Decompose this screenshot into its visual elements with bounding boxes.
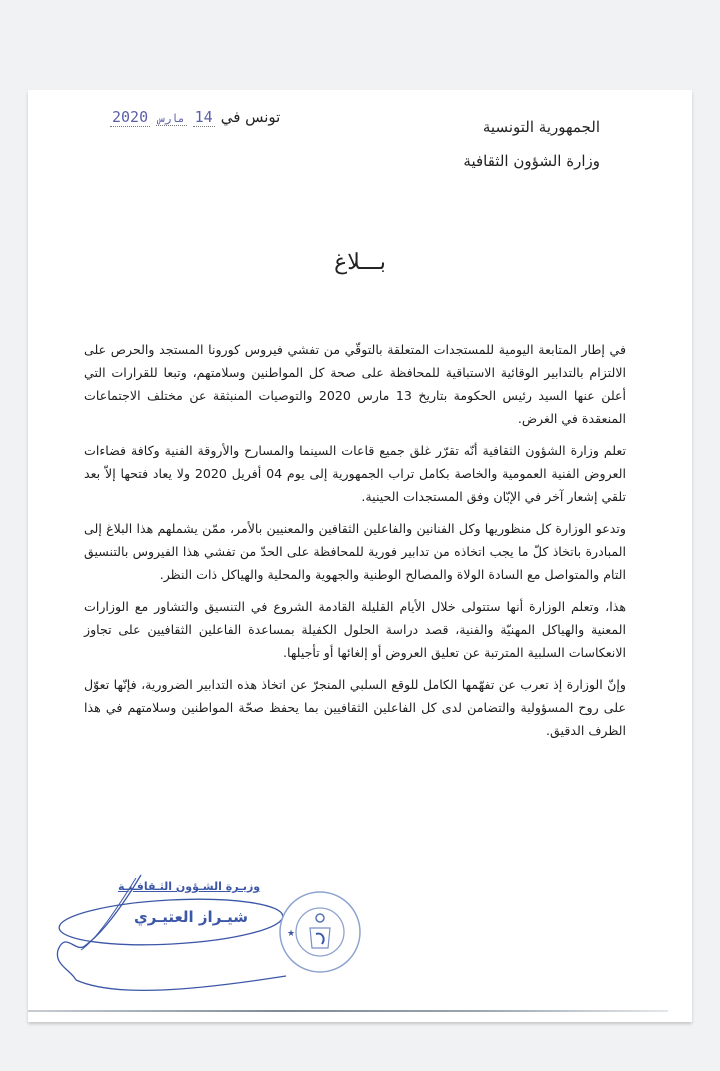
paragraph: وإنّ الوزارة إذ تعرب عن تفهّمها الكامل للوقع السلبي المنجرّ عن اتخاذ هذه التدابير الضرورية، فإنّها تعوّل على روح المسؤولية والتضامن لدى كل الفاعلين الثقافيين بما يحفظ صحّة المواطنين وسلامتهم في هذا الظرف الدقيق. (84, 677, 626, 738)
date-month: مارس (158, 112, 185, 125)
ministry-name: وزارة الشؤون الثقافية (463, 152, 600, 170)
page-bottom-rule (28, 1010, 668, 1012)
signatory-title: وزيـرة الشـؤون الثـقافـيـة (118, 880, 261, 893)
official-seal-icon (278, 890, 362, 974)
document-body (84, 338, 626, 751)
republic-name: الجمهورية التونسية (482, 118, 600, 136)
signatory-name: شيـراز العتيـري (134, 908, 249, 926)
place-label: تونس في (220, 108, 281, 126)
paragraph: تعلم وزارة الشؤون الثقافية أنّه تقرّر غلق جميع قاعات السينما والمسارح والأروقة الفنية وكافة فضاءات العروض الفنية العمومية والخاصة بكامل تراب الجمهورية إلى يوم 04 أفريل 2020 ولا يعاد فتحها إلاّ بعد تلقي إشعار آخر في الإبّان وفق المستجدات الحينية. (84, 443, 626, 504)
date-year: 2020 (112, 108, 149, 126)
svg-text:★: ★ (287, 929, 296, 939)
paragraph: هذا، وتعلم الوزارة أنها ستتولى خلال الأيام القليلة القادمة الشروع في التنسيق والتشاور مع الوزارات المعنية والهياكل المهنيّة والفنية، قصد دراسة الحلول الكفيلة بمساعدة الفاعلين الثقافيين على تجاوز الانعكاسات السلبية المترتبة عن تعليق العروض أو إلغائها أو تأجيلها. (84, 599, 626, 660)
paragraph: وتدعو الوزارة كل منظوريها وكل الفنانين والفاعلين الثقافين والمعنيين بالأمر، ممّن يشملهم هذا البلاغ إلى المبادرة باتخاذ كلّ ما يجب اتخاذه من تدابير فورية للمحافظة على الحدّ من تفشي هذا الفيروس بالتنسيق التام والمتواصل مع السادة الولاة والمصالح الوطنية والجهوية والمحلية والهياكل ذات النظر. (84, 521, 626, 582)
signature-block (46, 870, 306, 1010)
document-title: بـــلاغ (334, 250, 386, 275)
letterhead (463, 110, 600, 178)
paragraph: في إطار المتابعة اليومية للمستجدات المتعلقة بالتوقّي من تفشي فيروس كورونا المستجد والحرص على الالتزام بالتدابير الوقائية الاستباقية للمحافظة على صحة كل المواطنين وسلامتهم، وتبعا للقرارات التي أعلن عنها السيد رئيس الحكومة بتاريخ 13 مارس 2020 والتوصيات المنبثقة عن مختلف الاجتماعات المنعقدة في الغرض. (84, 342, 626, 426)
document-page (28, 90, 692, 1022)
date-day: 14 (194, 108, 213, 126)
date-line (110, 108, 280, 127)
